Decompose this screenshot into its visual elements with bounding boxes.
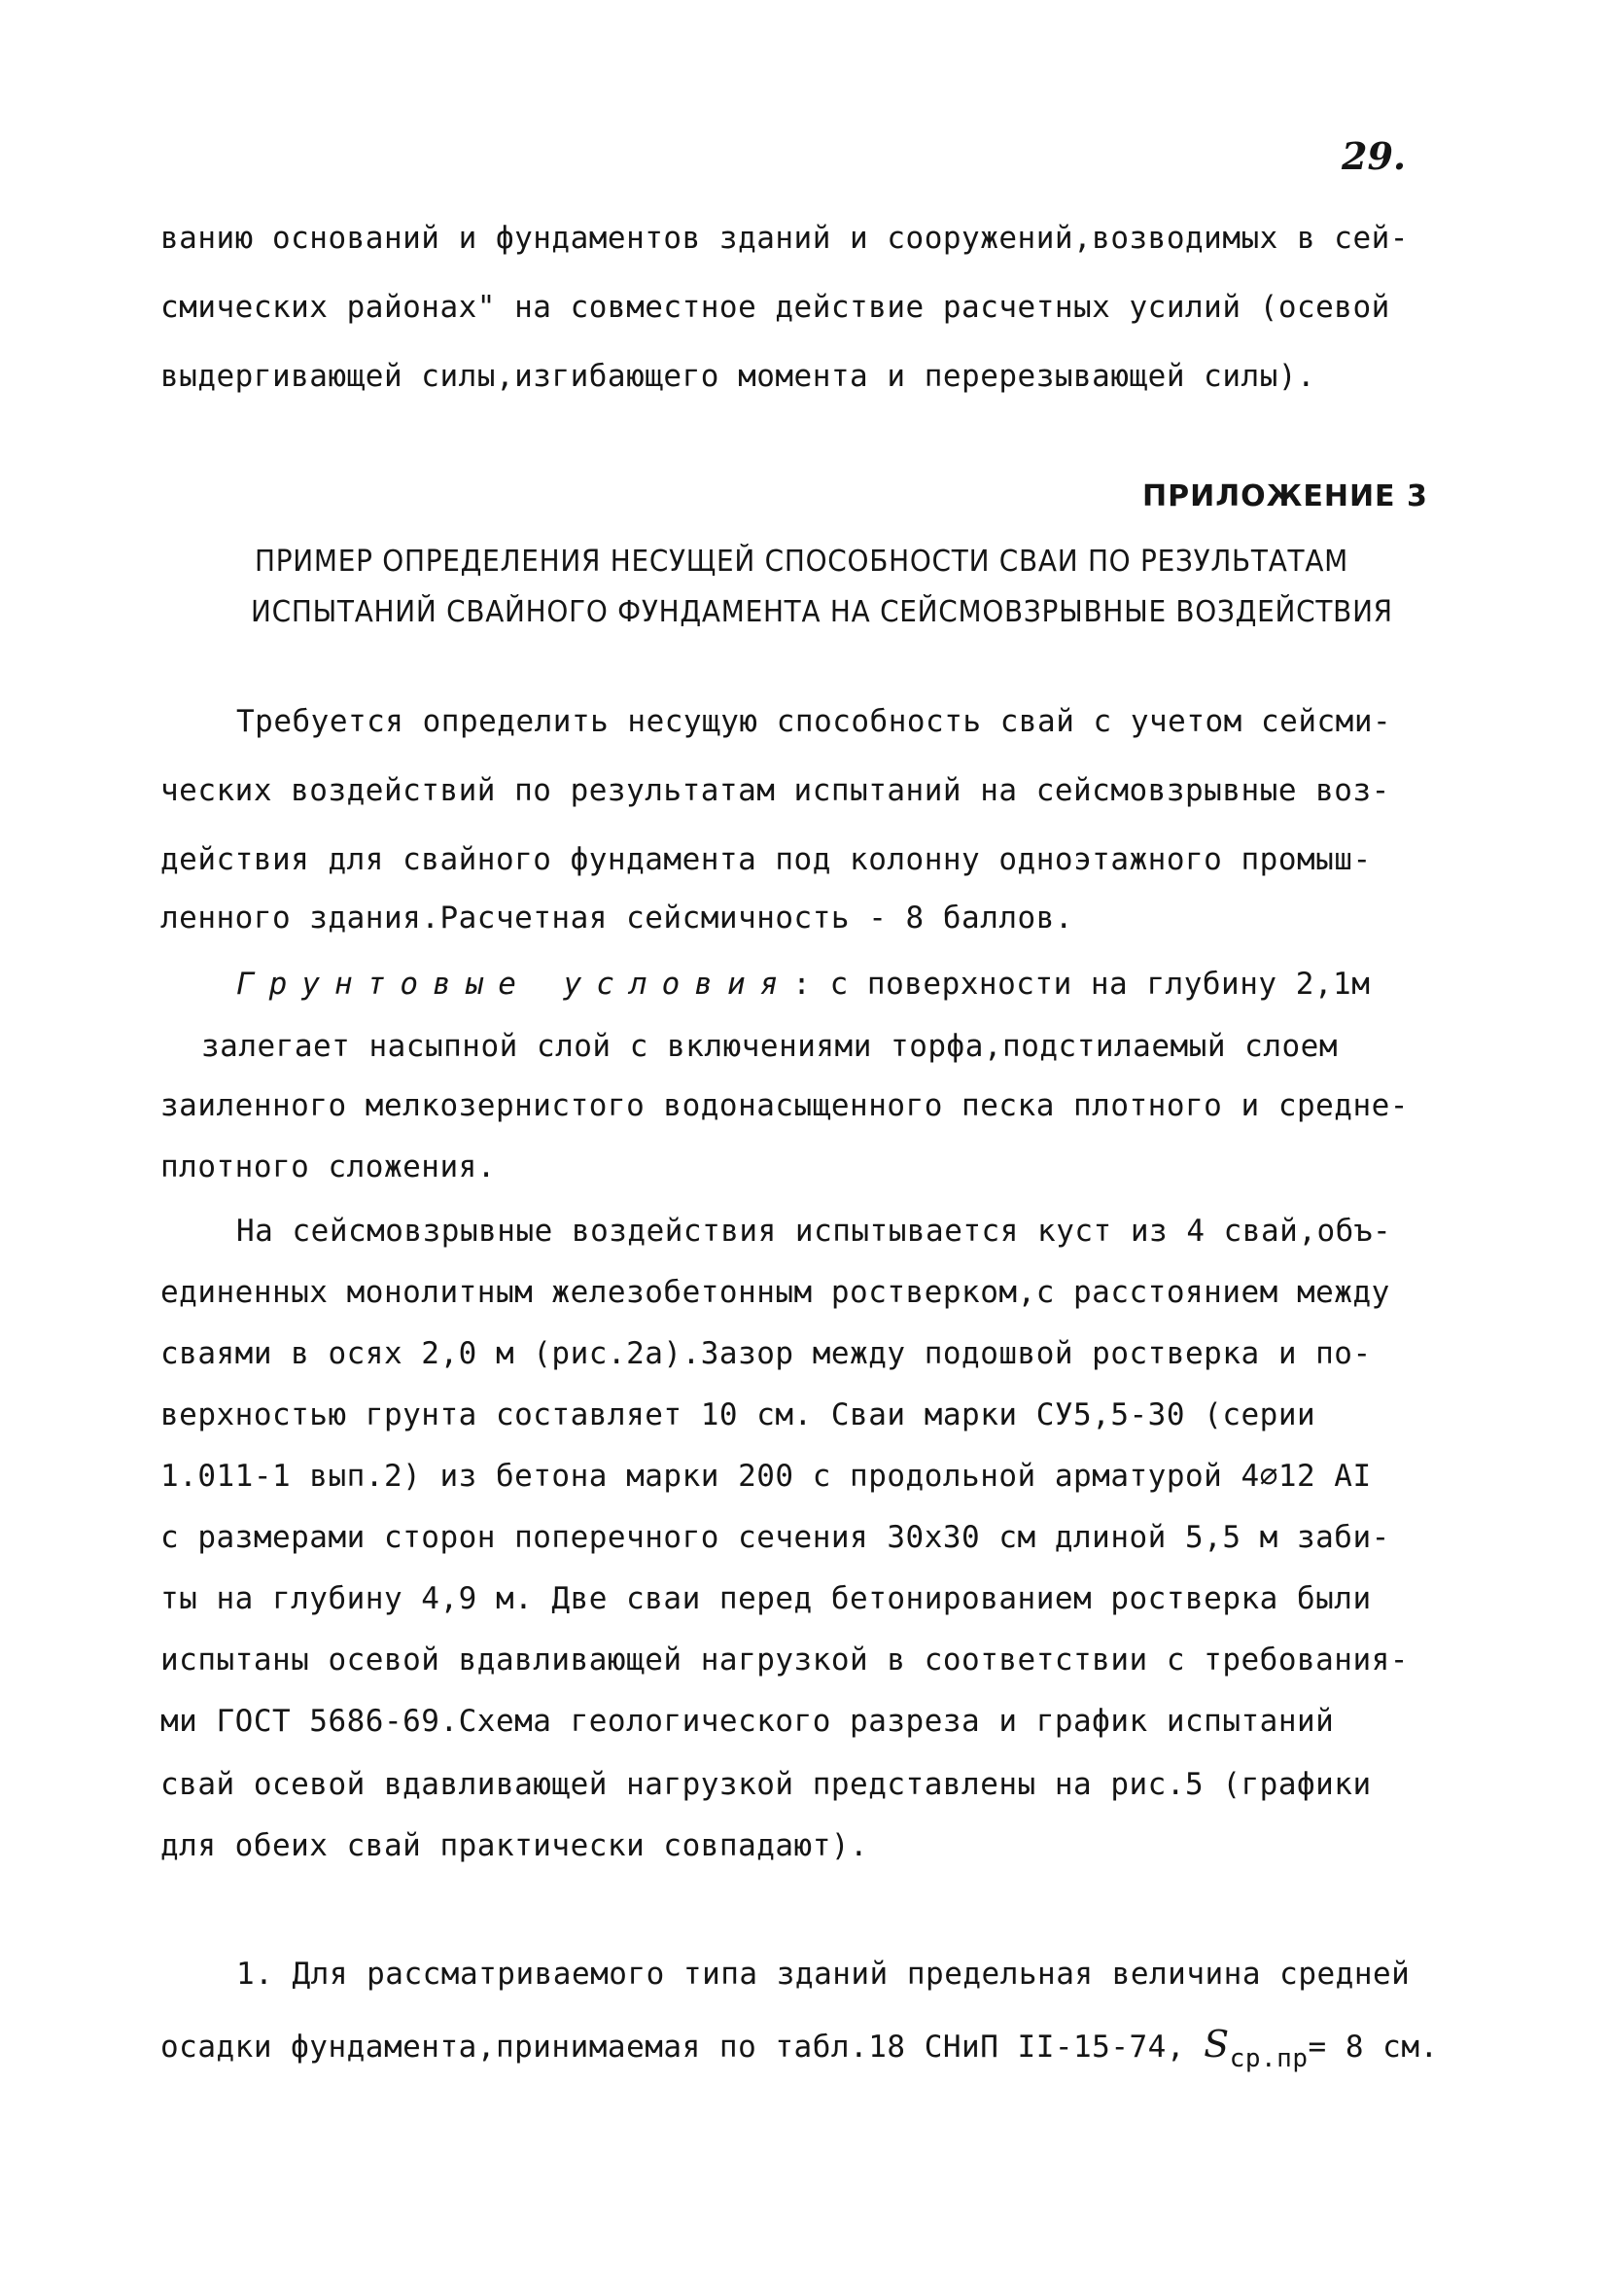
item-1-line-1: 1. Для рассматриваемого типа зданий предельная величина средней (236, 1957, 1411, 1992)
item-1-line-2 (160, 2025, 1439, 2078)
intro-line-1: ванию оснований и фундаментов зданий и сооружений,возводимых в сей- (160, 221, 1409, 256)
paragraph-2-line-2: залегает насыпной слой с включениями торфа,подстилаемый слоем (201, 1029, 1338, 1064)
paragraph-3-line-11: для обеих свай практически совпадают). (160, 1828, 869, 1863)
paragraph-1-line-2: ческих воздействий по результатам испытаний на сейсмовзрывные воз- (160, 773, 1390, 808)
paragraph-3-line-10: свай осевой вдавливающей нагрузкой представлены на рис.5 (графики (160, 1767, 1372, 1802)
appendix-title-line-2: ИСПЫТАНИЙ СВАЙНОГО ФУНДАМЕНТА НА СЕЙСМОВЗРЫВНЫЕ ВОЗДЕЙСТВИЯ (251, 595, 1393, 629)
paragraph-1-line-3: действия для свайного фундамента под колонну одноэтажного промыш- (160, 842, 1372, 877)
page-number: 29. (1342, 134, 1407, 178)
paragraph-3-line-5: 1.011-1 вып.2) из бетона марки 200 с продольной арматурой 4⌀12 AI (160, 1459, 1372, 1494)
paragraph-3-line-7: ты на глубину 4,9 м. Две сваи перед бетонированием ростверка были (160, 1581, 1372, 1616)
paragraph-2-line-4: плотного сложения. (160, 1149, 496, 1184)
ground-conditions-title: Грунтовые условия (236, 967, 793, 1002)
paragraph-1-line-4: ленного здания.Расчетная сейсмичность - 8 баллов. (160, 901, 1074, 936)
paragraph-1-line-1: Требуется определить несущую способность свай с учетом сейсми- (236, 704, 1392, 739)
formula-value: = 8 см. (1308, 2030, 1439, 2065)
paragraph-3-line-6: с размерами сторон поперечного сечения 30x30 см длиной 5,5 м заби- (160, 1520, 1390, 1555)
intro-line-2: смических районах" на совместное действие расчетных усилий (осевой (160, 290, 1390, 325)
formula-symbol: S (1204, 2023, 1230, 2066)
paragraph-3-line-2: единенных монолитным железобетонным ростверком,с расстоянием между (160, 1275, 1390, 1310)
intro-line-3: выдергивающей силы,изгибающего момента и перерезывающей силы). (160, 359, 1316, 394)
paragraph-3-line-4: верхностью грунта составляет 10 см. Сваи марки СУ5,5-30 (серии (160, 1397, 1316, 1432)
paragraph-3-line-8: испытаны осевой вдавливающей нагрузкой в соответствии с требования- (160, 1643, 1409, 1678)
paragraph-3-line-9: ми ГОСТ 5686-69.Схема геологического разреза и график испытаний (160, 1704, 1335, 1739)
appendix-label: ПРИЛОЖЕНИЕ 3 (1142, 479, 1428, 513)
paragraph-2-line-1 (236, 965, 1370, 1004)
paragraph-3-line-3: сваями в осях 2,0 м (рис.2а).Зазор между подошвой ростверка и по- (160, 1336, 1372, 1371)
formula-subscript: ср.пр (1229, 2044, 1309, 2073)
paragraph-3-line-1: На сейсмовзрывные воздействия испытывается куст из 4 свай,объ- (236, 1214, 1392, 1249)
appendix-title-line-1: ПРИМЕР ОПРЕДЕЛЕНИЯ НЕСУЩЕЙ СПОСОБНОСТИ СВАИ ПО РЕЗУЛЬТАТАМ (255, 545, 1348, 579)
paragraph-2-line-3: заиленного мелкозернистого водонасыщенного песка плотного и средне- (160, 1088, 1409, 1123)
item-1-line-2-text: осадки фундамента,принимаемая по табл.18 СНиП II-15-74, (160, 2030, 1185, 2065)
ground-conditions-rest: : с поверхности на глубину 2,1м (792, 967, 1371, 1002)
